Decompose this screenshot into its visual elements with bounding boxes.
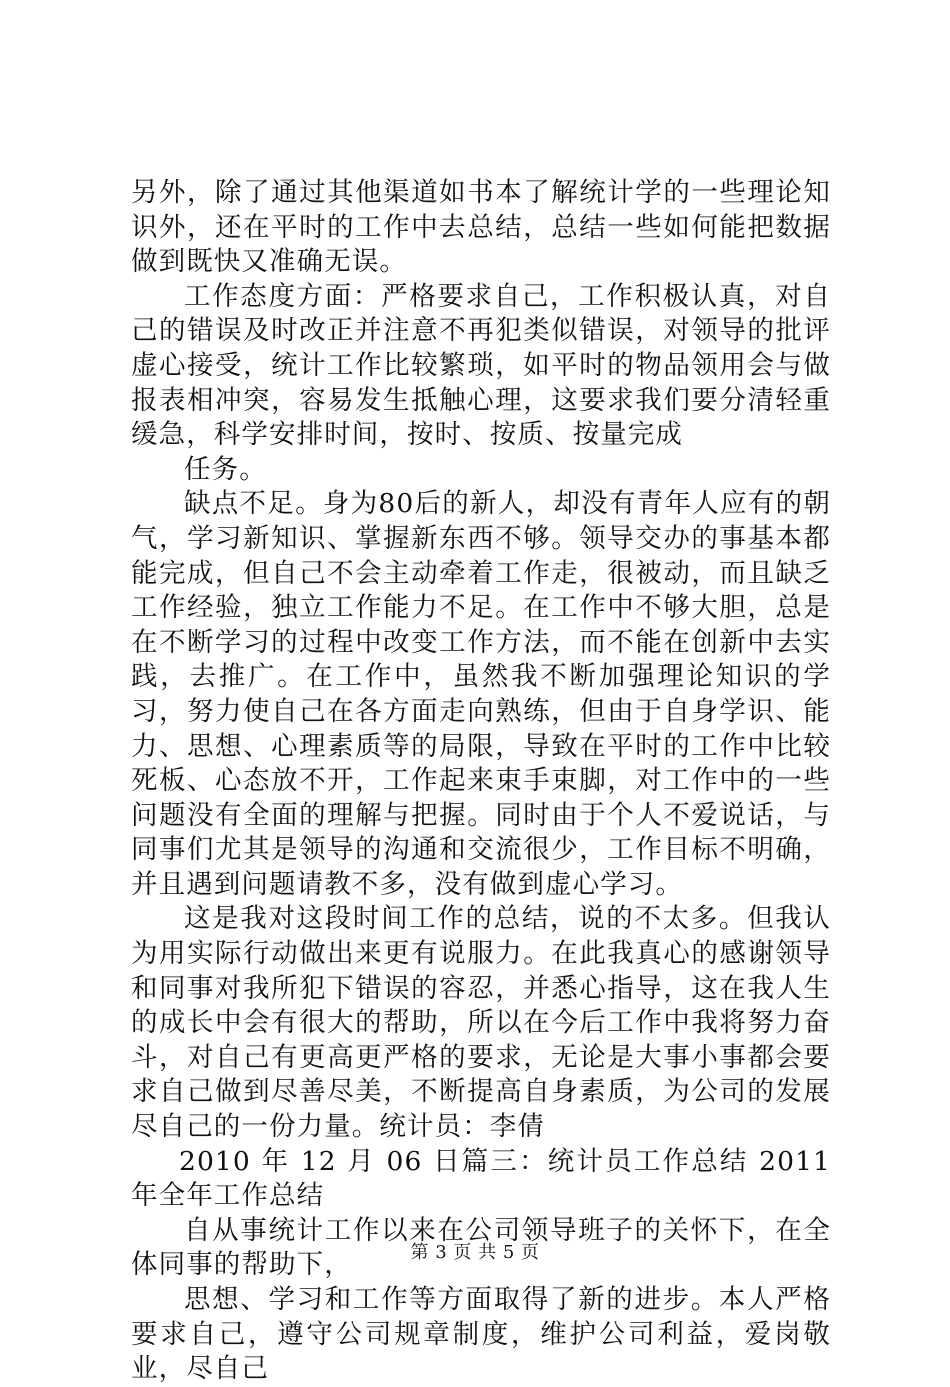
page-number-footer: 第 3 页 共 5 页 [410,1242,540,1263]
paragraph-work-attitude: 工作态度方面：严格要求自己，工作积极认真，对自己的错误及时改正并注意不再犯类似错误，对领导的批评虚心接受，统计工作比较繁琐，如平时的物品领用会与做报表相冲突，容易发生抵触心理，这要求我们要分清轻重缓急，科学安排时间，按时、按质、按量完成 [131,280,831,451]
paragraph-shortcomings: 缺点不足。身为80后的新人，却没有青年人应有的朝气，学习新知识、掌握新东西不够。领导交办的事基本都能完成，但自己不会主动牵着工作走，很被动，而且缺乏工作经验，独立工作能力不足。在工作中不够大胆，总是在不断学习的过程中改变工作方法，而不能在创新中去实践，去推广。在工作中，虽然我不断加强理论知识的学习，努力使自己在各方面走向熟练，但由于自身学识、能力、思想、心理素质等的局限，导致在平时的工作中比较死板、心态放不开，工作起来束手束脚，对工作中的一些问题没有全面的理解与把握。同时由于个人不爱说话，与同事们尤其是领导的沟通和交流很少，工作目标不明确，并且遇到问题请教不多，没有做到虚心学习。 [131,488,831,900]
paragraph-summary-closing: 这是我对这段时间工作的总结，说的不太多。但我认为用实际行动做出来更有说服力。在此我真心的感谢领导和同事对我所犯下错误的容忍，并悉心指导，这在我人生的成长中会有很大的帮助，所以在今后工作中我将努力奋斗，对自己有更高更严格的要求，无论是大事小事都会要求自己做到尽善尽美，不断提高自身素质，为公司的发展尽自己的一份力量。统计员：李倩 [131,903,831,1143]
paragraph-intro-continued: 另外，除了通过其他渠道如书本了解统计学的一些理论知识外，还在平时的工作中去总结，总结一些如何能把数据做到既快又准确无误。 [131,177,831,278]
paragraph-task-fragment: 任务。 [184,453,267,485]
document-body [131,176,831,1387]
paragraph-section-three-opening: 自从事统计工作以来在公司领导班子的关怀下，在全体同事的帮助下， [131,1214,831,1281]
paragraph-section-three-progress: 思想、学习和工作等方面取得了新的进步。本人严格要求自己，遵守公司规章制度，维护公司利益，爱岗敬业，尽自己 [131,1284,831,1385]
paragraph-date-and-section-title: 2010 年 12 月 06 日篇三：统计员工作总结 2011 年全年工作总结 [131,1145,831,1212]
